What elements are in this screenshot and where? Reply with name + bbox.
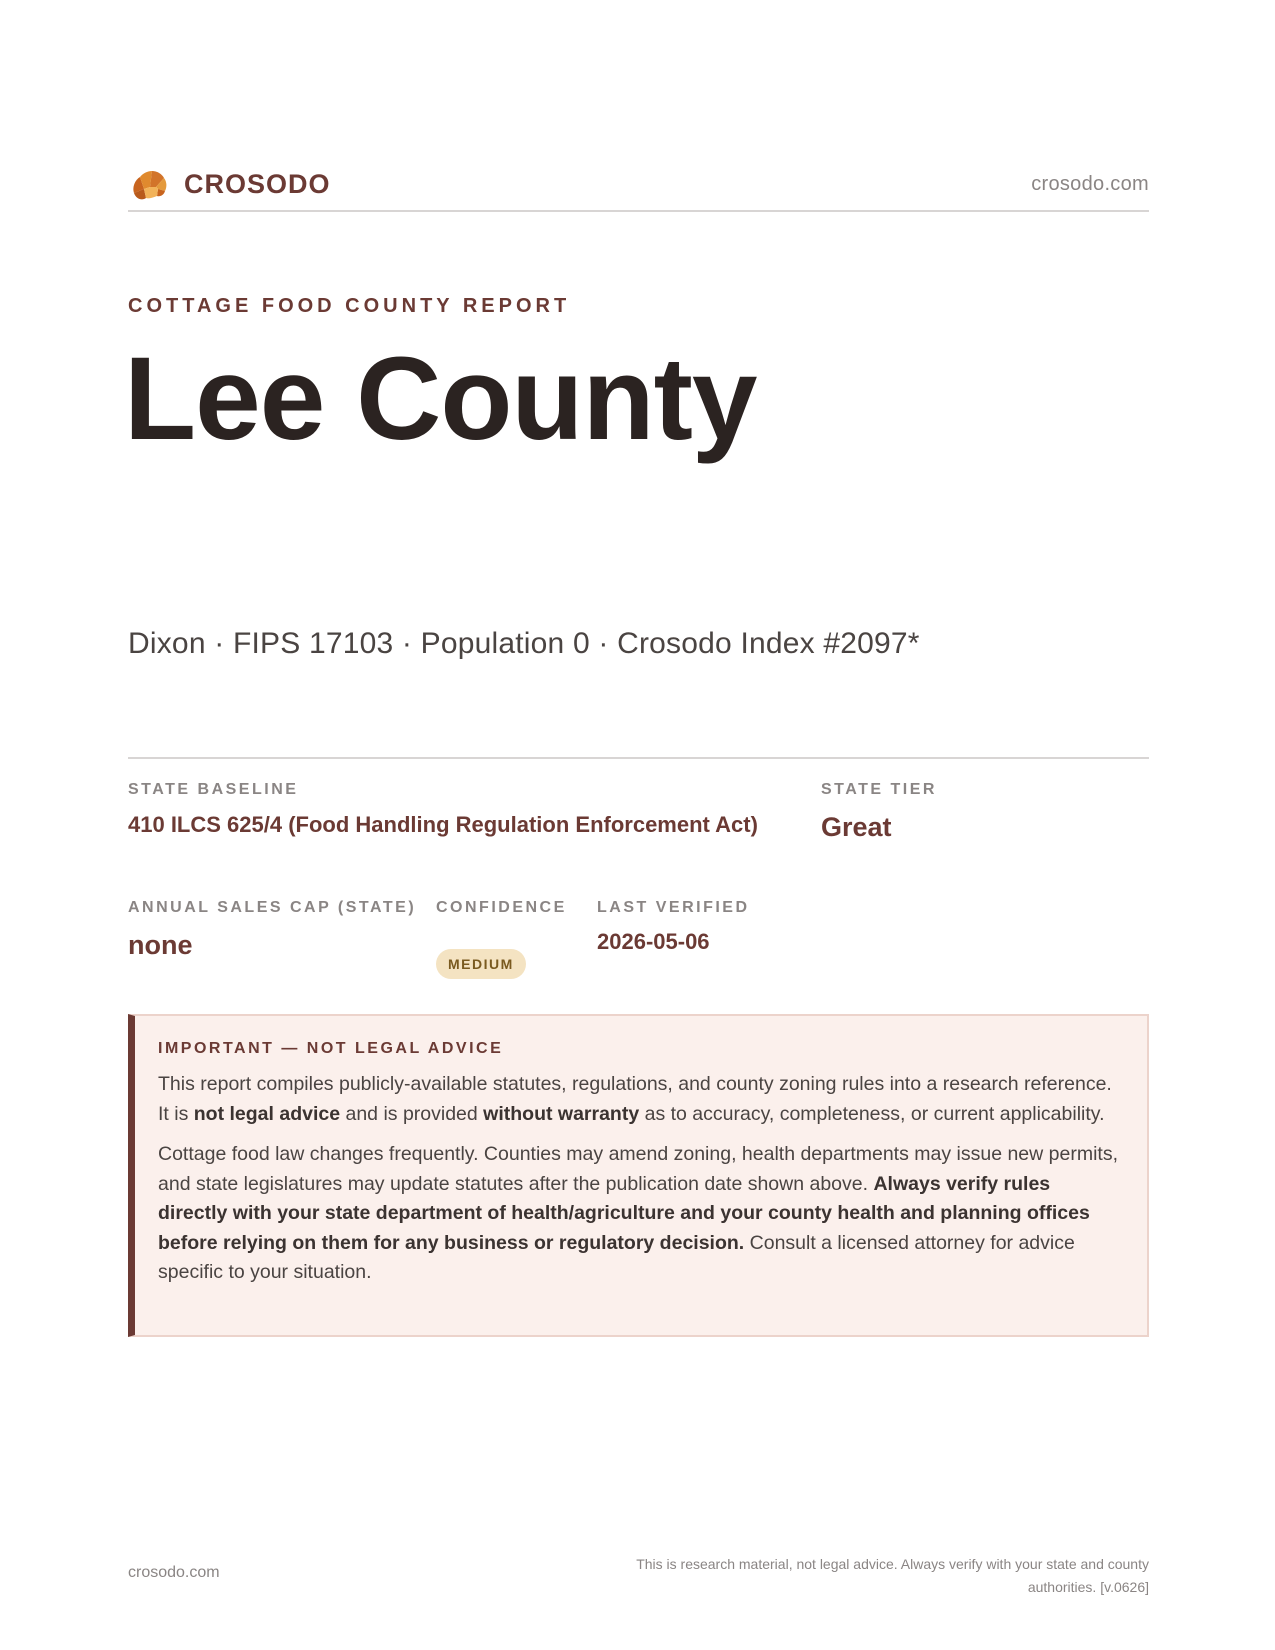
brand-name: CROSODO (184, 168, 331, 199)
brand[interactable] (128, 163, 331, 205)
state-baseline-label: STATE BASELINE (128, 781, 299, 798)
report-page (124, 0, 1149, 1650)
sales-cap-label: ANNUAL SALES CAP (STATE) (128, 899, 417, 916)
state-tier-value: Great (821, 812, 892, 842)
page-header (128, 156, 1149, 212)
last-verified-value: 2026-05-06 (597, 929, 710, 954)
last-verified-label: LAST VERIFIED (597, 899, 750, 916)
notice-heading: IMPORTANT — NOT LEGAL ADVICE (158, 1040, 504, 1057)
state-tier-label: STATE TIER (821, 781, 937, 798)
confidence-badge: MEDIUM (436, 949, 526, 979)
section-divider (128, 757, 1149, 759)
notice-paragraph-2: Cottage food law changes frequently. Counties may amend zoning, health departments may issue new permits, and state legislatures may update statutes after the publication date shown above. Always verify rules directly with your state department of health/agriculture and your county health and planning offices before relying on them for any business or regulatory decision. Consult a licensed attorney for advice specific to your situation. (158, 1143, 1118, 1283)
report-eyebrow: COTTAGE FOOD COUNTY REPORT (128, 295, 571, 317)
notice-paragraph-1: This report compiles publicly-available statutes, regulations, and county zoning rules into a research reference. It is not legal advice and is provided without warranty as to accuracy, completeness, or current applicability. (158, 1073, 1112, 1125)
header-divider (128, 210, 1149, 212)
legal-notice (128, 1014, 1149, 1337)
croissant-icon (128, 163, 170, 205)
notice-emphasis: not legal advice (193, 1102, 341, 1125)
header-site-url[interactable]: crosodo.com (1031, 172, 1149, 195)
county-meta-line: Dixon · FIPS 17103 · Population 0 · Crosodo Index #2097* (128, 627, 920, 660)
notice-emphasis: without warranty (483, 1102, 640, 1125)
state-baseline-value: 410 ILCS 625/4 (Food Handling Regulation Enforcement Act) (128, 812, 758, 837)
footer-disclaimer: This is research material, not legal advice. Always verify with your state and county authorities. [v.0626] (636, 1556, 1149, 1595)
sales-cap-value: none (128, 930, 193, 960)
page-title: Lee County (124, 333, 757, 465)
notice-emphasis: Always verify rules directly with your state department of health/agriculture and your county health and planning offices before relying on them for any business or regulatory decision. (158, 1172, 1090, 1254)
footer-site-url[interactable]: crosodo.com (128, 1564, 220, 1581)
confidence-label: CONFIDENCE (436, 899, 567, 916)
